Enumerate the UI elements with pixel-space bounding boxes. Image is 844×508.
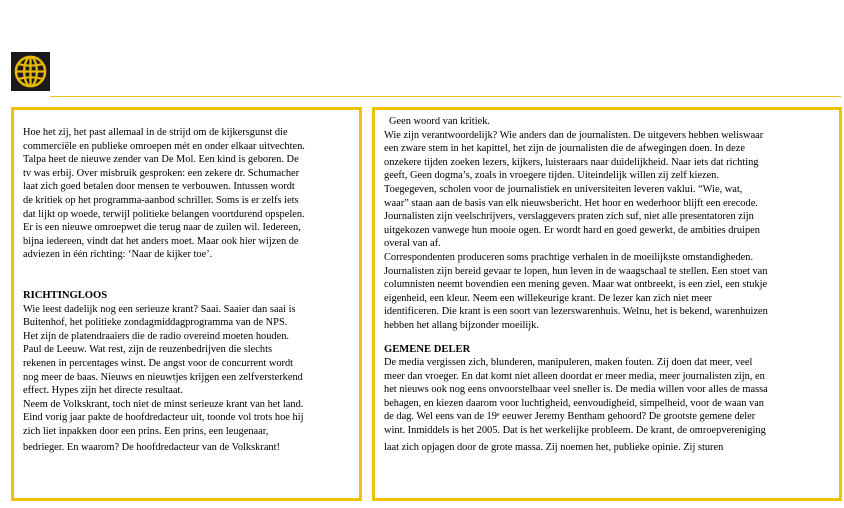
intro-text (384, 115, 830, 333)
text-line: Geen woord van kritiek. (389, 116, 490, 127)
text-line: adviezen in één richting: ‘Naar de kijker toe’. (23, 249, 213, 261)
text-line: onzekere tijden zoeken lezers, kijkers, luisteraars naar duidelijkheid. Naar iets dat richting (384, 156, 759, 168)
text-line: geeft, Geen dogma’s, zoals in vroegere tijden. Uiteindelijk willen zij zelf kiezen. (384, 170, 719, 182)
text-line: commerciële en publieke omroepen mét en onder elkaar uitvechten. (23, 140, 305, 152)
text-line: overal van af. (384, 238, 441, 250)
section-heading: RICHTINGLOOS (23, 289, 108, 301)
text-line: zich liet inpakken door een prins. Een prins, een leugenaar, (23, 425, 269, 437)
text-line: Hoe het zij, het past allemaal in de strijd om de kijkersgunst die (23, 127, 288, 138)
right-column (372, 107, 842, 501)
header-divider (50, 96, 841, 97)
text-line: effect. Hypes zijn het directe resultaat. (23, 385, 183, 397)
text-line: eigenheid, een kleur. Neem een willekeurige krant. De lezer kan zich niet meer (384, 292, 713, 304)
text-line: dat lijkt op woede, terwijl politieke belangen voortdurend opspelen. (23, 208, 305, 220)
text-line: Toegegeven, scholen voor de journalistiek en universiteiten leveren vaklui. “Wie, wat, (384, 183, 743, 195)
text-line: De media vergissen zich, blunderen, manipuleren, maken fouten. Zij doen dat meer, veel (384, 357, 753, 369)
intro-text (23, 126, 350, 262)
left-column (11, 107, 362, 501)
text-line: columnisten neemt bovendien een mening geven. Maar wat ontbreekt, is een ziel, een stukje (384, 279, 768, 291)
text-line: de dag. Wel eens van de 19ᵉ eeuwer Jeremy Bentham gehoord? De grootste gemene deler (384, 411, 756, 423)
logo (11, 52, 50, 91)
text-line: bijna iedereen, vindt dat het anders moet. Maar ook hier wijzen de (23, 235, 299, 247)
text-line: het nieuws ook nog eens onvoorstelbaar veel sneller is. De media willen voor alles de massa (384, 384, 768, 396)
text-line: Buitenhof, het politieke zondagmiddagprogramma van de NPS. (23, 317, 288, 329)
text-line: Neem de Volkskrant, toch niet de minst serieuze krant van het land. (23, 398, 304, 410)
text-line: bedrieger. En waarom? De hoofdredacteur van de Volkskrant! (23, 442, 280, 454)
text-line: waar” staan aan de basis van elk nieuwsbericht. Het hoor en wederhoor blijft een erecode. (384, 197, 758, 209)
text-line: rekenen in percentages winst. De angst voor de concurrent wordt (23, 357, 294, 369)
text-line: uitgekozen vanwege hun mooie ogen. Er wordt hard en goed gewerkt, de ambities druipen (384, 224, 760, 236)
text-line: wint. Inmiddels is het 2005. Dat is het werkelijke probleem. De krant, de omroepvereniging (384, 425, 766, 437)
text-line: Correspondenten produceren soms prachtige verhalen in de moeilijkste omstandigheden. (384, 251, 754, 263)
text-line: Eind vorig jaar pakte de hoofdredacteur uit, toonde vol trots hoe hij (23, 412, 304, 424)
text-line: laat zich opjagen door de grote massa. Zij noemen het, publieke opinie. Zij sturen (384, 441, 724, 453)
text-line: Journalisten zijn veelschrijvers, verslaggevers praten zich suf, niet alle presentatoren zijn (384, 211, 754, 223)
section-heading: GEMENE DELER (384, 343, 471, 355)
text-line: Talpa heet de nieuwe zender van De Mol. Een kind is geboren. De (23, 154, 299, 166)
section-body (23, 303, 350, 456)
text-line: Paul de Leeuw. Wat rest, zijn de reuzenbedrijven die slechts (23, 344, 273, 356)
text-line: Journalisten zijn bereid gevaar te lopen, hun leven in de waagschaal te stellen. Een stoet van (384, 265, 768, 277)
text-line: Er is een nieuwe omroepwet die terug naar de zuilen wil. Iedereen, (23, 222, 301, 234)
text-line: laat zich goed betalen door mensen te verbouwen. Intussen wordt (23, 181, 295, 193)
text-line: tv was erbij. Over misbruik gesproken: een zekere dr. Schumacher (23, 167, 300, 179)
text-line: de kritiek op het programma-aanbod schriller. Soms is er zelfs iets (23, 194, 299, 206)
section-body (384, 356, 830, 454)
globe-icon (13, 54, 48, 89)
text-line: Wie zijn verantwoordelijk? Wie anders dan de journalisten. De uitgevers hebben weliswaar (384, 129, 764, 141)
text-line: hebben het allang bijzonder moeilijk. (384, 319, 539, 331)
text-line: identificeren. Die krant is een soort van lezerswarenhuis. Welnu, het is bekend, warenhuizen (384, 306, 768, 318)
text-line: nog meer de baas. Nieuws en nieuwtjes krijgen een zelfversterkend (23, 371, 303, 383)
text-line: meer dan vroeger. En dat komt niet alleen doordat er meer media, meer journalisten zijn, en (384, 370, 765, 382)
text-line: een zware stem in het kapittel, het zijn de journalisten die de afwegingen doen. In deze (384, 143, 745, 155)
text-line: Wie leest dadelijk nog een serieuze krant? Saai. Saaier dan saai is (23, 303, 296, 315)
text-line: Het zijn de platendraaiers die de radio overeind moeten houden. (23, 330, 290, 342)
text-line: behagen, en kiezen daarom voor luchtigheid, eenvoudigheid, simpelheid, voor de waan van (384, 397, 764, 409)
